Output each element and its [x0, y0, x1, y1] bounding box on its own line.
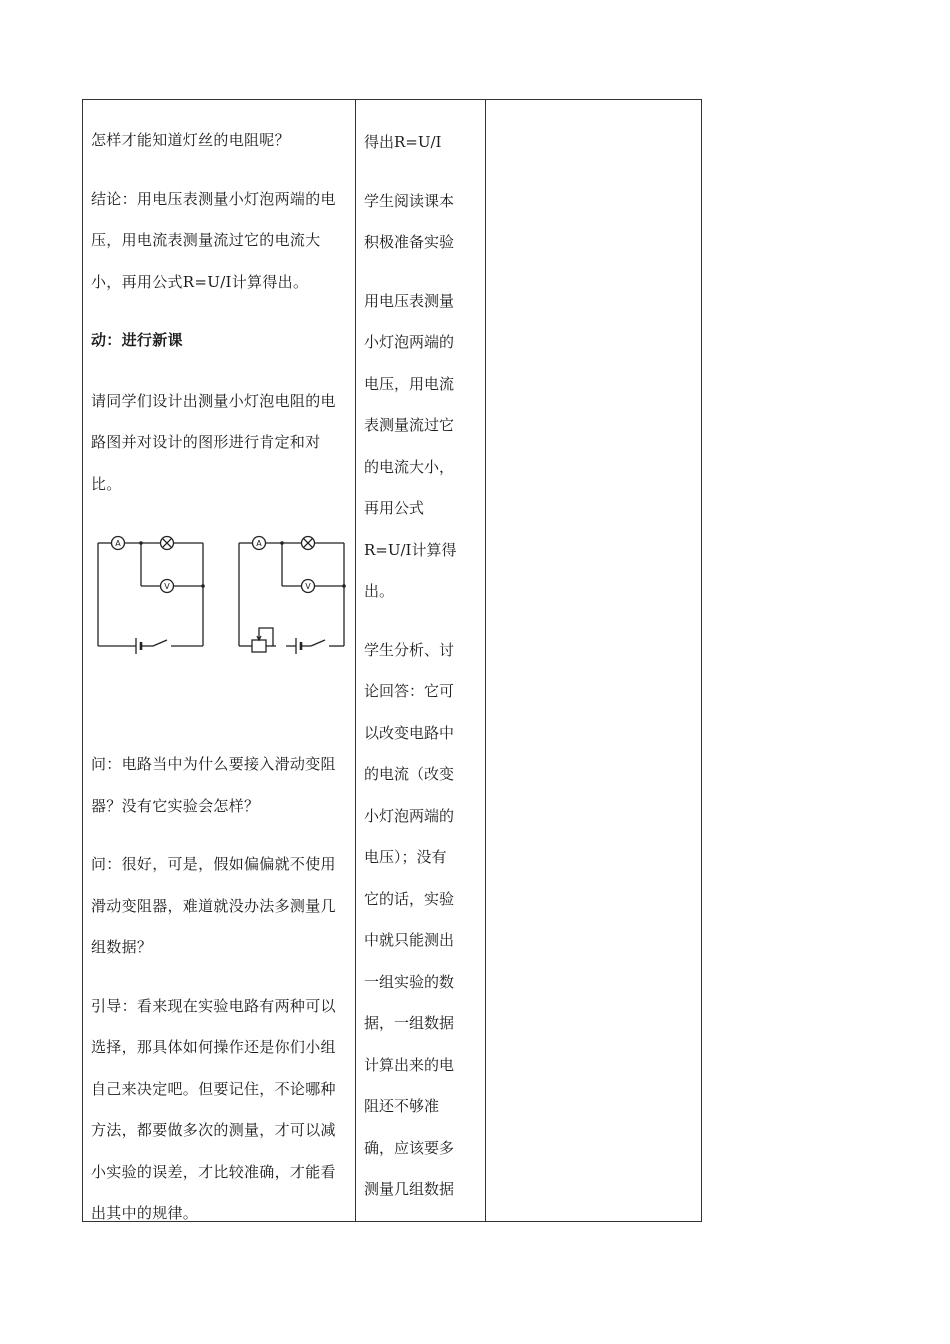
circuit-diagram-svg	[91, 528, 351, 668]
text-line: 阻还不够准	[364, 1097, 440, 1115]
voltmeter-label: V	[164, 582, 170, 591]
text-line: 积极准备实验	[364, 233, 455, 251]
voltmeter-label: V	[305, 582, 311, 591]
ammeter-label: A	[115, 539, 121, 548]
section-heading: 动：进行新课	[91, 331, 183, 349]
student-paragraph-2	[364, 181, 477, 264]
ammeter-label: A	[256, 539, 262, 548]
question-2-text: 问：电路当中为什么要接入滑动变阻器？没有它实验会怎样？	[91, 755, 336, 815]
text-line: 表测量流过它	[364, 416, 455, 434]
text-line: 再用公式	[364, 499, 425, 517]
question-text: 怎样才能知道灯丝的电阻呢？	[91, 131, 290, 149]
text-line: 它的话，实验	[364, 889, 455, 908]
lesson-table	[82, 99, 702, 1222]
text-line: 电压）；没有	[364, 848, 447, 866]
text-line: 小灯泡两端的	[364, 806, 455, 825]
rheostat-icon	[252, 640, 266, 652]
conclusion-text: 结论：用电压表测量小灯泡两端的电压，用电流表测量流过它的电流大小，再用公式R=U/I计算得出。	[91, 189, 336, 291]
text-line: 学生阅读课本	[364, 191, 455, 210]
text-line: 中就只能测出	[364, 931, 455, 949]
student-paragraph-4	[364, 630, 477, 1211]
circuit-2	[239, 537, 344, 655]
task-text: 请同学们设计出测量小灯泡电阻的电路图并对设计的图形进行肯定和对比。	[91, 391, 336, 493]
text-line: 的电流大小，	[364, 457, 455, 476]
circuit-diagrams	[91, 528, 351, 668]
text-line: 据，一组数据	[364, 1014, 455, 1032]
text-line: 以改变电路中	[364, 723, 455, 742]
question-3-text: 问：很好，可是，假如偏偏就不使用滑动变阻器，难道就没办法多测量几组数据？	[91, 855, 336, 956]
notes-column	[485, 100, 701, 1221]
text-line: 确，应该要多	[364, 1138, 455, 1157]
text-line: 测量几组数据	[364, 1180, 455, 1198]
text-line: 小灯泡两端的	[364, 333, 455, 351]
text-line: 学生分析、讨	[364, 640, 455, 659]
student-paragraph-3	[364, 281, 477, 613]
text-line: 出。	[364, 582, 395, 600]
student-paragraph-1	[364, 122, 477, 164]
text-line: 论回答：它可	[364, 682, 455, 700]
teacher-column	[83, 100, 355, 1221]
text-line: R=U/I计算得	[364, 540, 457, 559]
text-line: 计算出来的电	[364, 1055, 455, 1074]
text-line: 得出R=U/I	[364, 133, 442, 151]
text-line: 用电压表测量	[364, 291, 455, 310]
text-line: 的电流（改变	[364, 765, 455, 783]
guide-text: 引导：看来现在实验电路有两种可以选择，那具体如何操作还是你们小组自己来决定吧。但要记住，不论哪种方法，都要做多次的测量，才可以减小实验的误差，才比较准确，才能看出其中的规律。	[91, 996, 336, 1222]
text-line: 电压，用电流	[364, 374, 455, 393]
student-column	[355, 100, 485, 1221]
text-line: 一组实验的数	[364, 972, 455, 991]
circuit-1	[98, 537, 203, 655]
